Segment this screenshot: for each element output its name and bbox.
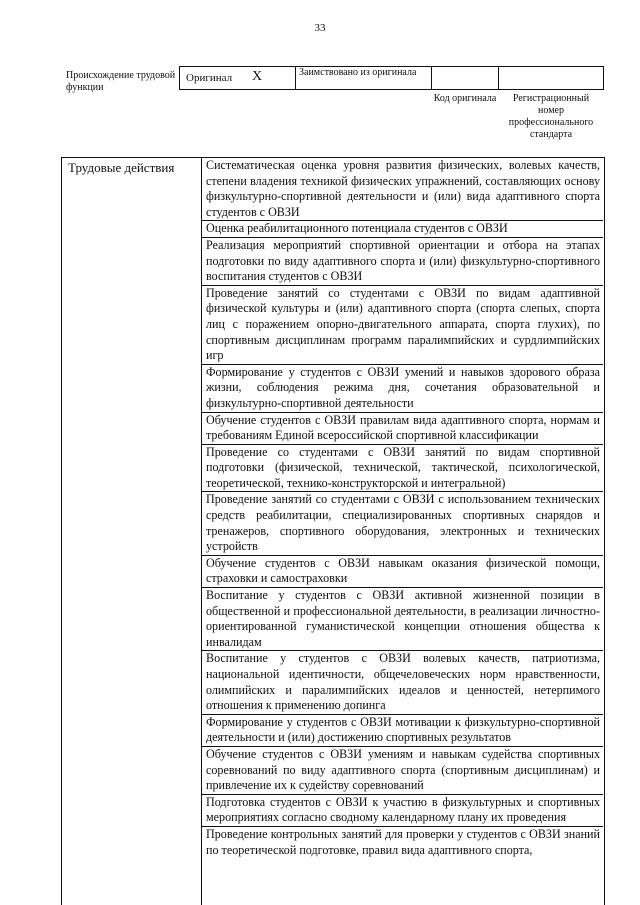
labor-actions-label: Трудовые действия (68, 160, 175, 175)
labor-action-row: Формирование у студентов с ОВЗИ мотивации к физкультурно-спортивной деятельности и (или) достижению спортивных результатов (202, 715, 603, 747)
origin-table (179, 66, 604, 90)
original-label: Оригинал (186, 72, 233, 84)
origin-label: Происхождение трудовой функции (66, 70, 176, 93)
actions-column (202, 158, 603, 858)
left-column (62, 158, 202, 905)
labor-action-row: Оценка реабилитационного потенциала студентов с ОВЗИ (202, 221, 603, 238)
labor-action-row: Формирование у студентов с ОВЗИ умений и навыков здорового образа жизни, соблюдения режима дня, сочетания образовательной и физкультурно-спортивной деятельности (202, 365, 603, 413)
code-caption: Код оригинала (433, 93, 497, 104)
reg-number-cell (499, 67, 603, 89)
borrowed-label: Заимствовано из оригинала (299, 67, 417, 78)
labor-action-row: Проведение со студентами с ОВЗИ занятий по видам спортивной подготовки (физической, технической, тактической, психологической, теоретической, технико-конструкторской и интегральной) (202, 445, 603, 493)
original-cell (180, 67, 296, 89)
borrowed-cell (296, 67, 432, 89)
page-number: 33 (314, 22, 326, 34)
labor-action-row: Систематическая оценка уровня развития физических, волевых качеств, степени владения техникой физических упражнений, составляющих основу физкультурно-спортивной деятельности и (или) вида адаптивного спорта студентов с ОВЗИ (202, 158, 603, 221)
labor-actions-table (61, 157, 605, 905)
labor-action-row: Воспитание у студентов с ОВЗИ волевых качеств, патриотизма, национальной идентичности, общечеловеческих норм нравственности, олимпийских и паралимпийских идеалов и ценностей, нетерпимого отношения к применению допинга (202, 651, 603, 714)
labor-action-row: Реализация мероприятий спортивной ориентации и отбора на этапах подготовки по виду адаптивного спорта и (или) физкультурно-спортивного воспитания студентов с ОВЗИ (202, 238, 603, 286)
labor-action-row: Обучение студентов с ОВЗИ умениям и навыкам судейства спортивных соревнований по виду адаптивного спорта (спортивным дисциплинам) и привлечение их к судейству соревнований (202, 747, 603, 795)
labor-action-row: Воспитание у студентов с ОВЗИ активной жизненной позиции в общественной и профессиональной деятельности, в реализации личностно-ориентированной гуманистической концепции отношения общества к инвалидам (202, 588, 603, 651)
labor-action-row: Обучение студентов с ОВЗИ навыкам оказания физической помощи, страховки и самостраховки (202, 556, 603, 588)
labor-action-row: Проведение контрольных занятий для проверки у студентов с ОВЗИ знаний по теоретической подготовке, правил вида адаптивного спорта, (206, 826, 600, 857)
original-mark: X (252, 69, 263, 84)
labor-action-row: Обучение студентов с ОВЗИ правилам вида адаптивного спорта, нормам и требованиям Единой всероссийской спортивной классификации (202, 413, 603, 445)
reg-number-caption: Регистрационный номер профессионального стандарта (508, 93, 594, 140)
code-cell (432, 67, 499, 89)
labor-action-row: Подготовка студентов с ОВЗИ к участию в физкультурных и спортивных мероприятиях согласно сводному календарному плану их проведения (202, 795, 603, 827)
labor-action-row: Проведение занятий со студентами с ОВЗИ с использованием технических средств реабилитации, специализированных спортивных снарядов и тренажеров, спортивного оборудования, электронных и технических устройств (202, 492, 603, 555)
labor-action-row: Проведение занятий со студентами с ОВЗИ по видам адаптивной физической культуры и (или) адаптивного спорта (спорта слепых, спорта лиц с поражением опорно-двигательного аппарата, спорта глухих), по спортивным дисциплинам программ паралимпийских и сурдлимпийских игр (202, 286, 603, 365)
